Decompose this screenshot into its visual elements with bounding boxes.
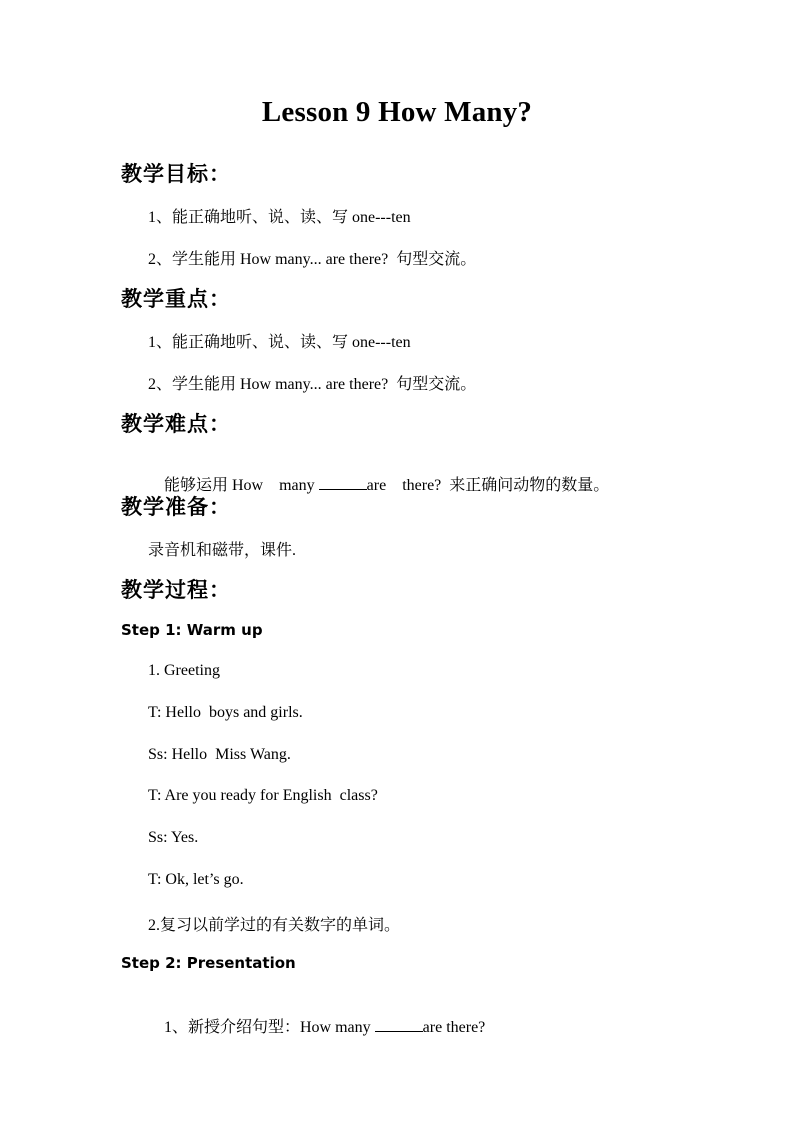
document-title: Lesson 9 How Many? [261, 96, 533, 128]
fill-in-blank [375, 1019, 423, 1032]
step-2-line-prefix: 1、新授介绍句型：How many [164, 1019, 375, 1036]
heading-objectives: 教学目标： [121, 162, 231, 186]
step-1-line-2: T: Hello boys and girls. [148, 704, 303, 721]
key-point-item-2: 2、学生能用 How many... are there? 句型交流。 [148, 376, 477, 393]
step-2-line-1 [148, 996, 485, 1055]
step-1-label: Step 1: Warm up [121, 621, 263, 639]
step-2-line-suffix: are there? [422, 1019, 486, 1036]
heading-difficulties: 教学难点： [121, 412, 231, 436]
heading-preparation: 教学准备： [121, 495, 231, 519]
objective-item-2: 2、学生能用 How many... are there? 句型交流。 [148, 251, 477, 268]
step-1-line-7: 2.复习以前学过的有关数字的单词。 [148, 917, 401, 934]
difficulty-prefix: 能够运用 How many [164, 477, 319, 494]
objective-item-1: 1、能正确地听、说、读、写 one---ten [148, 209, 411, 226]
step-1-line-4: T: Are you ready for English class? [148, 787, 378, 804]
step-1-line-6: T: Ok, let’s go. [148, 871, 244, 888]
heading-process: 教学过程： [121, 578, 231, 602]
key-point-item-1: 1、能正确地听、说、读、写 one---ten [148, 334, 411, 351]
step-2-label: Step 2: Presentation [121, 954, 296, 972]
step-1-line-3: Ss: Hello Miss Wang. [148, 746, 291, 763]
heading-key-points: 教学重点： [121, 287, 231, 311]
difficulty-suffix: are there? 来正确问动物的数量。 [366, 477, 610, 494]
step-1-line-1: 1. Greeting [148, 662, 220, 679]
preparation-item: 录音机和磁带，课件. [148, 542, 297, 559]
step-1-line-5: Ss: Yes. [148, 829, 199, 846]
fill-in-blank [319, 477, 367, 490]
